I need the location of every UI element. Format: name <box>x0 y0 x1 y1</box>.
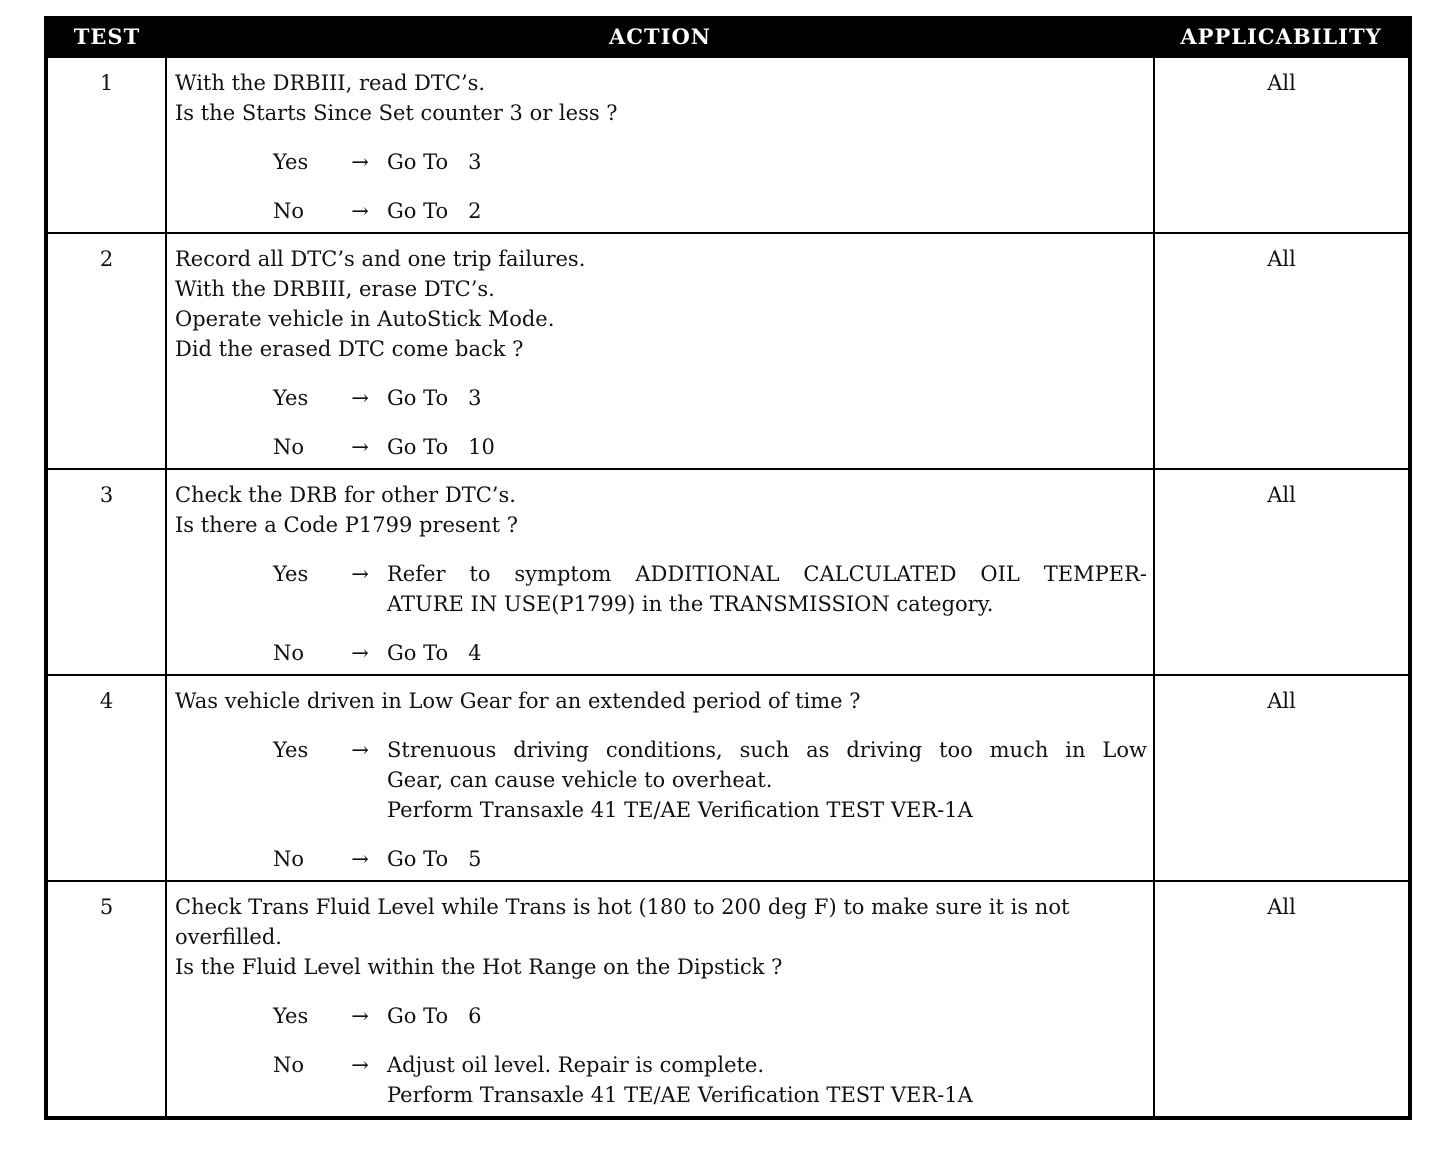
goto-target-number: 3 <box>468 386 482 410</box>
question-line: Record all DTC’s and one trip failures. <box>175 247 586 271</box>
answer-text-line: Adjust oil level. Repair is complete. <box>387 1053 765 1077</box>
answer-no <box>175 1050 1147 1110</box>
answer-label: Yes <box>273 1004 309 1028</box>
answer-label: No <box>273 435 305 459</box>
goto-reference <box>387 432 495 462</box>
answer-text-line: Perform Transaxle 41 TE/AE Verification TEST VER-1A <box>387 1083 973 1107</box>
answer-label: No <box>273 847 305 871</box>
action-cell <box>166 233 1154 469</box>
goto-target-number: 4 <box>468 641 482 665</box>
test-number: 3 <box>46 469 166 675</box>
goto-target-number: 5 <box>468 847 482 871</box>
action-cell <box>166 675 1154 881</box>
goto-reference <box>387 1001 482 1031</box>
question-line: Is the Fluid Level within the Hot Range on the Dipstick ? <box>175 955 783 979</box>
answer-result <box>387 844 1147 874</box>
answer-yes <box>175 559 1147 619</box>
test-number: 5 <box>46 881 166 1118</box>
answer-no <box>175 432 1147 462</box>
applicability-value: All <box>1154 233 1410 469</box>
table-row <box>46 675 1410 881</box>
goto-label: Go To <box>387 150 449 174</box>
goto-label: Go To <box>387 435 449 459</box>
goto-reference <box>387 638 482 668</box>
answer-text-line: Perform Transaxle 41 TE/AE Verification TEST VER-1A <box>387 798 973 822</box>
answer-label: Yes <box>273 562 309 586</box>
goto-label: Go To <box>387 199 449 223</box>
goto-label: Go To <box>387 641 449 665</box>
applicability-value: All <box>1154 675 1410 881</box>
right-arrow-icon: → <box>351 150 369 174</box>
answer-result <box>387 383 1147 413</box>
answer-text-line: Gear, can cause vehicle to overheat. <box>387 768 773 792</box>
test-number: 1 <box>46 57 166 233</box>
header-test: TEST <box>46 16 166 57</box>
header-action: ACTION <box>166 16 1154 57</box>
action-cell <box>166 469 1154 675</box>
right-arrow-icon: → <box>351 1053 369 1077</box>
goto-target-number: 3 <box>468 150 482 174</box>
table-row <box>46 469 1410 675</box>
goto-label: Go To <box>387 386 449 410</box>
diagnostic-table <box>44 16 1412 1120</box>
goto-label: Go To <box>387 1004 449 1028</box>
answer-text-line: Strenuous driving conditions, such as driving too much in Low <box>387 738 1147 762</box>
answer-no <box>175 844 1147 874</box>
answer-result <box>387 196 1147 226</box>
action-cell <box>166 881 1154 1118</box>
table-row <box>46 57 1410 233</box>
right-arrow-icon: → <box>351 847 369 871</box>
answer-result <box>387 638 1147 668</box>
answer-result <box>387 1050 1147 1110</box>
right-arrow-icon: → <box>351 1004 369 1028</box>
right-arrow-icon: → <box>351 199 369 223</box>
goto-reference <box>387 844 482 874</box>
answer-text-line: ATURE IN USE(P1799) in the TRANSMISSION category. <box>387 592 994 616</box>
answer-result <box>387 432 1147 462</box>
header-applicability: APPLICABILITY <box>1154 16 1410 57</box>
answer-label: Yes <box>273 150 309 174</box>
answer-result <box>387 147 1147 177</box>
test-number: 4 <box>46 675 166 881</box>
question-line: With the DRBIII, erase DTC’s. <box>175 277 495 301</box>
table-body <box>46 57 1410 1118</box>
answer-result <box>387 559 1147 619</box>
answer-label: No <box>273 1053 305 1077</box>
table-header <box>46 16 1410 57</box>
right-arrow-icon: → <box>351 738 369 762</box>
action-cell <box>166 57 1154 233</box>
answer-yes <box>175 735 1147 825</box>
question-line: Check the DRB for other DTC’s. <box>175 483 516 507</box>
right-arrow-icon: → <box>351 435 369 459</box>
question-line: With the DRBIII, read DTC’s. <box>175 71 486 95</box>
answer-yes <box>175 383 1147 413</box>
diagnostic-page <box>44 16 1408 1120</box>
goto-reference <box>387 196 482 226</box>
test-number: 2 <box>46 233 166 469</box>
right-arrow-icon: → <box>351 562 369 586</box>
right-arrow-icon: → <box>351 386 369 410</box>
answer-result <box>387 735 1147 825</box>
applicability-value: All <box>1154 57 1410 233</box>
answer-yes <box>175 1001 1147 1031</box>
goto-reference <box>387 147 482 177</box>
applicability-value: All <box>1154 881 1410 1118</box>
goto-target-number: 6 <box>468 1004 482 1028</box>
question-line: Operate vehicle in AutoStick Mode. <box>175 307 555 331</box>
question-line: Did the erased DTC come back ? <box>175 337 524 361</box>
applicability-value: All <box>1154 469 1410 675</box>
goto-target-number: 10 <box>468 435 495 459</box>
goto-label: Go To <box>387 847 449 871</box>
answer-label: No <box>273 199 305 223</box>
answer-no <box>175 638 1147 668</box>
question-line: Is there a Code P1799 present ? <box>175 513 518 537</box>
answer-label: Yes <box>273 386 309 410</box>
question-line: Was vehicle driven in Low Gear for an extended period of time ? <box>175 689 861 713</box>
goto-reference <box>387 383 482 413</box>
question-line: Is the Starts Since Set counter 3 or less ? <box>175 101 618 125</box>
goto-target-number: 2 <box>468 199 482 223</box>
answer-text-line: Refer to symptom ADDITIONAL CALCULATED OIL TEMPER- <box>387 562 1147 586</box>
table-row <box>46 233 1410 469</box>
table-row <box>46 881 1410 1118</box>
question-line: Check Trans Fluid Level while Trans is hot (180 to 200 deg F) to make sure it is not <box>175 895 1070 919</box>
answer-label: No <box>273 641 305 665</box>
answer-yes <box>175 147 1147 177</box>
answer-result <box>387 1001 1147 1031</box>
answer-no <box>175 196 1147 226</box>
answer-label: Yes <box>273 738 309 762</box>
question-line: overfilled. <box>175 925 282 949</box>
right-arrow-icon: → <box>351 641 369 665</box>
